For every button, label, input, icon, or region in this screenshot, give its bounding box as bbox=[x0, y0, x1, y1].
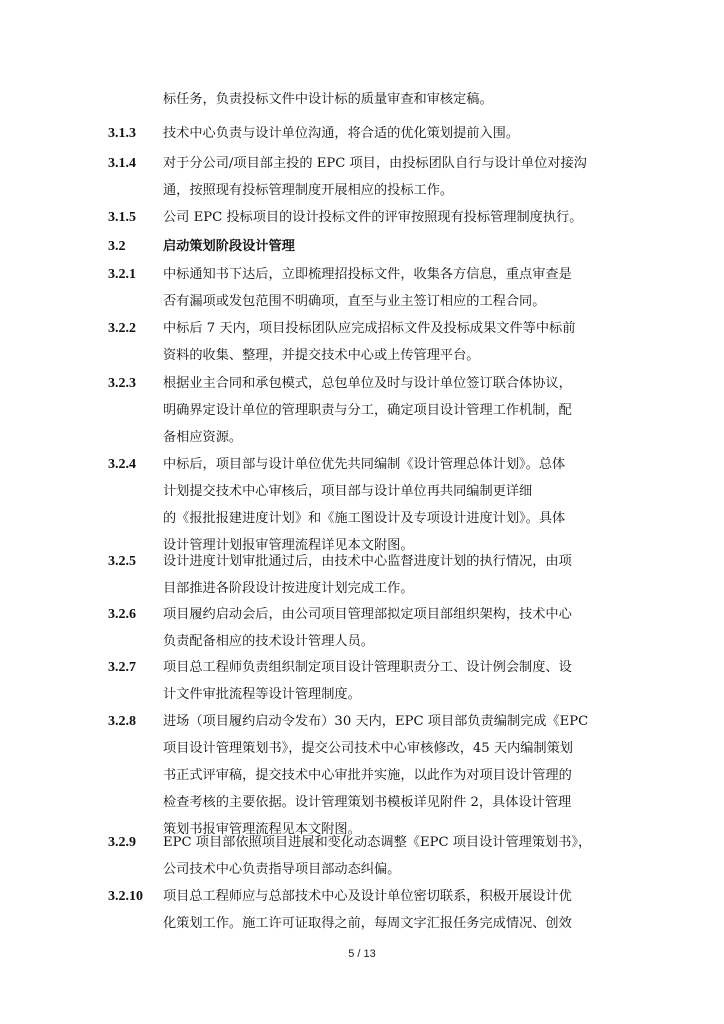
text-line: 项目履约启动会后，由公司项目管理部拟定项目部组织架构，技术中心 bbox=[163, 607, 572, 622]
clause-number: 3.2.4 bbox=[108, 457, 136, 472]
clause-text bbox=[163, 548, 617, 602]
clause-text bbox=[163, 150, 617, 204]
text-line: 检查考核的主要依据。设计管理策划书模板详见附件 2，具体设计管理 bbox=[163, 795, 572, 810]
clause-text bbox=[163, 601, 617, 655]
text-line: 设计管理计划报审管理流程详见本文附图。 bbox=[163, 538, 414, 553]
text-line: 对于分公司/项目部主投的 EPC 项目，由投标团队自行与设计单位对接沟 bbox=[163, 156, 587, 171]
text-line: 项目设计管理策划书》，提交公司技术中心审核修改，45 天内编制策划 bbox=[163, 741, 573, 756]
text-line: 中标后 7 天内，项目投标团队应完成招标文件及投标成果文件等中标前 bbox=[163, 321, 576, 336]
text-line: 技术中心负责与设计单位沟通，将合适的优化策划提前入围。 bbox=[163, 126, 520, 141]
text-line: 化策划工作。施工许可证取得之前，每周文字汇报任务完成情况、创效 bbox=[163, 916, 572, 931]
text-line: 标任务，负责投标文件中设计标的质量审查和审核定稿。 bbox=[163, 92, 493, 107]
text-line: 公司 EPC 投标项目的设计投标文件的评审按照现有投标管理制度执行。 bbox=[163, 210, 583, 225]
clause-number: 3.2 bbox=[108, 239, 126, 254]
text-line: 中标通知书下达后，立即梳理招投标文件，收集各方信息，重点审查是 bbox=[163, 267, 572, 282]
text-line: 资料的收集、整理，并提交技术中心或上传管理平台。 bbox=[163, 348, 480, 363]
text-line: 公司技术中心负责指导项目部动态纠偏。 bbox=[163, 862, 401, 877]
clause-text bbox=[163, 261, 617, 315]
text-line: 备相应资源。 bbox=[163, 430, 243, 445]
clause-text bbox=[163, 829, 617, 883]
clause-text bbox=[163, 315, 617, 369]
clause-number: 3.2.8 bbox=[108, 714, 136, 729]
text-line: 中标后，项目部与设计单位优先共同编制《设计管理总体计划》。总体 bbox=[163, 457, 566, 472]
clause-text bbox=[163, 708, 617, 843]
clause-text bbox=[163, 370, 617, 451]
clause-text bbox=[163, 86, 617, 113]
text-line: 启动策划阶段设计管理 bbox=[163, 239, 295, 254]
text-line: 项目总工程师应与总部技术中心及设计单位密切联系，积极开展设计优 bbox=[163, 889, 572, 904]
clause-number: 3.2.10 bbox=[108, 889, 143, 904]
text-line: 根据业主合同和承包模式，总包单位及时与设计单位签订联合体协议， bbox=[163, 376, 572, 391]
clause-number: 3.2.9 bbox=[108, 835, 136, 850]
clause-text bbox=[163, 204, 617, 231]
text-line: 计文件审批流程等设计管理制度。 bbox=[163, 687, 361, 702]
text-line: 策划书报审管理流程见本文附图。 bbox=[163, 822, 361, 837]
clause-text bbox=[163, 451, 617, 559]
clause-number: 3.1.5 bbox=[108, 210, 136, 225]
clause-number: 3.2.1 bbox=[108, 267, 136, 282]
text-line: 书正式评审稿，提交技术中心审批并实施，以此作为对项目设计管理的 bbox=[163, 768, 572, 783]
text-line: 设计进度计划审批通过后，由技术中心监督进度计划的执行情况，由项 bbox=[163, 554, 572, 569]
text-line: 目部推进各阶段设计按进度计划完成工作。 bbox=[163, 581, 414, 596]
clause-number: 3.2.7 bbox=[108, 660, 136, 675]
clause-number: 3.2.3 bbox=[108, 376, 136, 391]
text-line: 的《报批报建进度计划》和《施工图设计及专项设计进度计划》。具体 bbox=[163, 511, 566, 526]
text-line: 项目总工程师负责组织制定项目设计管理职责分工、设计例会制度、设 bbox=[163, 660, 572, 675]
text-line: 计划提交技术中心审核后，项目部与设计单位再共同编制更详细 bbox=[163, 484, 533, 499]
clause-text bbox=[163, 883, 617, 937]
clause-number: 3.1.4 bbox=[108, 156, 136, 171]
text-line: 通，按照现有投标管理制度开展相应的投标工作。 bbox=[163, 183, 454, 198]
text-line: EPC 项目部依照项目进展和变化动态调整《EPC 项目设计管理策划书》， bbox=[163, 835, 592, 850]
page-number: 5 / 13 bbox=[348, 948, 376, 960]
clause-number: 3.2.5 bbox=[108, 554, 136, 569]
text-line: 明确界定设计单位的管理职责与分工，确定项目设计管理工作机制，配 bbox=[163, 403, 572, 418]
clause-text bbox=[163, 654, 617, 708]
text-line: 进场（项目履约启动令发布）30 天内，EPC 项目部负责编制完成《EPC bbox=[163, 714, 589, 729]
text-line: 否有漏项或发包范围不明确项，直至与业主签订相应的工程合同。 bbox=[163, 294, 546, 309]
section-heading bbox=[163, 233, 617, 260]
clause-text bbox=[163, 120, 617, 147]
clause-number: 3.2.2 bbox=[108, 321, 136, 336]
text-line: 负责配备相应的技术设计管理人员。 bbox=[163, 634, 374, 649]
clause-number: 3.1.3 bbox=[108, 126, 136, 141]
clause-number: 3.2.6 bbox=[108, 607, 136, 622]
